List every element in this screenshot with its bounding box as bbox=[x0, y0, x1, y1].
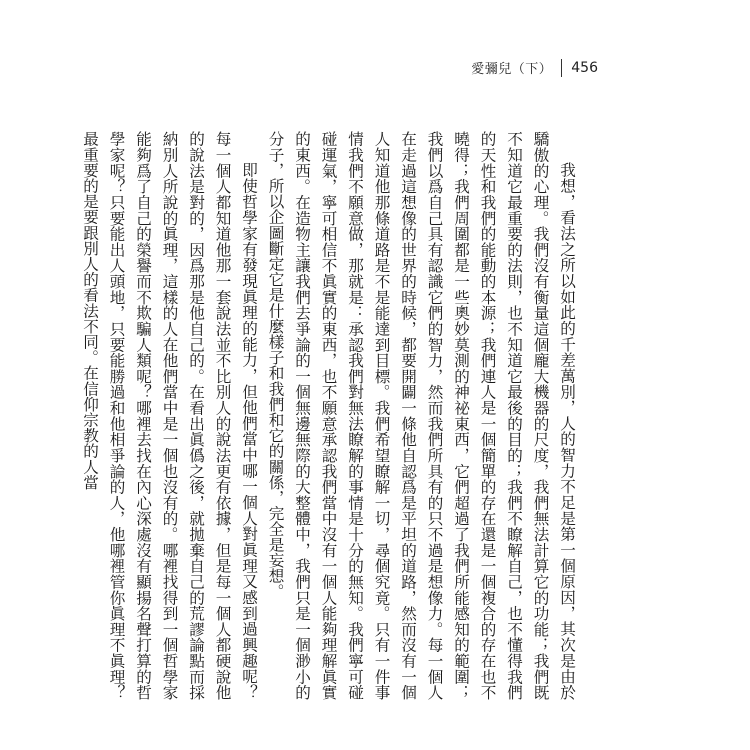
header-divider bbox=[561, 59, 562, 77]
paragraph: 即使哲學家有發現眞理的能力，但他們當中哪一個人對眞理又感到過興趣呢？每一個人都知道他那一套說法並不比別人的說法更有依據，但是每一個人都硬說他的說法是對的，因爲那是他自己的。在看出眞僞之後，就拋棄自己的荒謬論點而採納別人所說的眞理，這樣的人在他們當中是一個也沒有的。哪裡找得到一個哲學家能夠爲了自己的榮譽而不欺騙人類呢？哪裡去找在內心深處沒有顯揚名聲打算的哲學家呢？只要能出人頭地，只要能勝過和他相爭論的人，他哪裡管你眞理不眞理？最重要的是要跟別人的看法不同。在信仰宗教的人當 bbox=[81, 131, 258, 700]
page-number: 456 bbox=[571, 59, 598, 76]
running-header bbox=[471, 58, 598, 77]
body-text bbox=[81, 131, 580, 700]
paragraph: 我想，看法之所以如此的千差萬別，人的智力不足是第一個原因，其次是由於驕傲的心理。我們沒有衡量這個龐大機器的尺度，我們無法計算它的功能；我們既不知道它最重要的法則，也不知道它最後的目的；我們不瞭解自己，也不懂得我們的天性和我們的能動的本源；我們連人是一個簡單的存在還是一個複合的存在也不曉得；我們周圍都是一些奧妙莫測的神祕東西，它們超過了我們所能感知的範圍；我們以爲自己具有認識它們的智力，然而我們所具有的只不過是想像力。每一個人在走過這想像的世界的時候，都要開闢一條他自認爲是平坦的道路，然而沒有一個人知道他那條道路是不是能達到目標。我們希望瞭解一切，尋個究竟。只有一件事情我們不願意做，那就是：承認我們對無法瞭解的事情是十分的無知。我們寧可碰碰運氣，寧可相信不眞實的東西，也不願意承認我們當中沒有一個人能夠理解眞實的東西。在造物主讓我們去爭論的一個無邊無際的大整體中，我們只是一個渺小的分子，所以企圖斷定它是什麼樣子和我們和它的關係，完全是妄想。 bbox=[266, 131, 576, 700]
book-title: 愛彌兒（下） bbox=[471, 62, 553, 77]
